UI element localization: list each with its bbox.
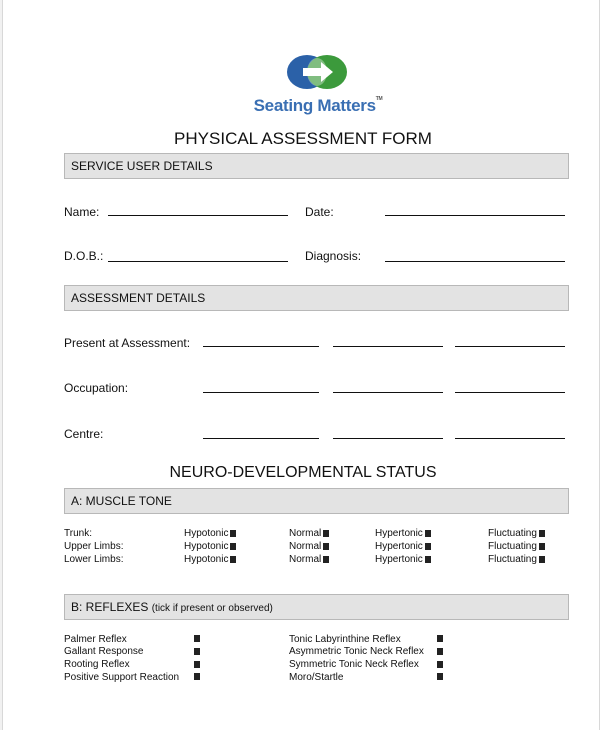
centre-field-2[interactable] bbox=[333, 438, 443, 439]
checkbox-icon[interactable] bbox=[323, 556, 329, 563]
dob-field[interactable] bbox=[108, 261, 288, 262]
diagnosis-field[interactable] bbox=[385, 261, 565, 262]
diagnosis-label: Diagnosis: bbox=[305, 249, 362, 263]
reflex-item: Symmetric Tonic Neck Reflex bbox=[289, 659, 419, 670]
section-service-user: SERVICE USER DETAILS bbox=[64, 153, 569, 179]
checkbox-icon[interactable] bbox=[437, 635, 443, 642]
checkbox-icon[interactable] bbox=[437, 648, 443, 655]
checkbox-icon[interactable] bbox=[194, 661, 200, 668]
muscle-option[interactable]: Normal bbox=[289, 528, 329, 539]
checkbox-icon[interactable] bbox=[230, 556, 236, 563]
muscle-option[interactable]: Hypotonic bbox=[184, 554, 236, 565]
muscle-option[interactable]: Hypertonic bbox=[375, 541, 431, 552]
reflex-item: Rooting Reflex bbox=[64, 659, 130, 670]
section-assessment: ASSESSMENT DETAILS bbox=[64, 285, 569, 311]
section-reflexes: B: REFLEXES (tick if present or observed) bbox=[64, 594, 569, 620]
occupation-label: Occupation: bbox=[64, 381, 129, 395]
occupation-field-3[interactable] bbox=[455, 392, 565, 393]
checkbox-icon[interactable] bbox=[425, 530, 431, 537]
logo-arrow-icon bbox=[285, 52, 349, 92]
date-field[interactable] bbox=[385, 215, 565, 216]
muscle-option[interactable]: Hypertonic bbox=[375, 554, 431, 565]
seating-matters-logo bbox=[251, 50, 385, 122]
muscle-option[interactable]: Hypertonic bbox=[375, 528, 431, 539]
centre-field-1[interactable] bbox=[203, 438, 319, 439]
checkbox-icon[interactable] bbox=[323, 530, 329, 537]
checkbox-icon[interactable] bbox=[194, 635, 200, 642]
muscle-option[interactable]: Fluctuating bbox=[488, 554, 545, 565]
muscle-option[interactable]: Hypotonic bbox=[184, 541, 236, 552]
muscle-row-label: Upper Limbs: bbox=[64, 541, 124, 552]
muscle-option[interactable]: Fluctuating bbox=[488, 541, 545, 552]
centre-label: Centre: bbox=[64, 427, 104, 441]
occupation-field-1[interactable] bbox=[203, 392, 319, 393]
checkbox-icon[interactable] bbox=[194, 648, 200, 655]
checkbox-icon[interactable] bbox=[230, 530, 236, 537]
checkbox-icon[interactable] bbox=[230, 543, 236, 550]
checkbox-icon[interactable] bbox=[539, 556, 545, 563]
checkbox-icon[interactable] bbox=[539, 543, 545, 550]
reflex-item: Tonic Labyrinthine Reflex bbox=[289, 634, 401, 645]
muscle-row-label: Lower Limbs: bbox=[64, 554, 124, 565]
reflex-item: Gallant Response bbox=[64, 646, 144, 657]
checkbox-icon[interactable] bbox=[425, 543, 431, 550]
name-label: Name: bbox=[64, 205, 100, 219]
reflex-item: Palmer Reflex bbox=[64, 634, 127, 645]
checkbox-icon[interactable] bbox=[194, 673, 200, 680]
muscle-row-label: Trunk: bbox=[64, 528, 92, 539]
muscle-option[interactable]: Normal bbox=[289, 554, 329, 565]
dob-label: D.O.B.: bbox=[64, 249, 104, 263]
reflex-item: Moro/Startle bbox=[289, 672, 344, 683]
checkbox-icon[interactable] bbox=[323, 543, 329, 550]
present-field-2[interactable] bbox=[333, 346, 443, 347]
neuro-title: NEURO-DEVELOPMENTAL STATUS bbox=[169, 464, 437, 481]
muscle-option[interactable]: Normal bbox=[289, 541, 329, 552]
checkbox-icon[interactable] bbox=[539, 530, 545, 537]
checkbox-icon[interactable] bbox=[425, 556, 431, 563]
reflex-item: Positive Support Reaction bbox=[64, 672, 180, 683]
occupation-field-2[interactable] bbox=[333, 392, 443, 393]
page-title: PHYSICAL ASSESSMENT FORM bbox=[174, 129, 432, 148]
reflex-item: Asymmetric Tonic Neck Reflex bbox=[289, 646, 424, 657]
centre-field-3[interactable] bbox=[455, 438, 565, 439]
present-label: Present at Assessment: bbox=[64, 336, 191, 350]
present-field-1[interactable] bbox=[203, 346, 319, 347]
brand-name: Seating Matters™ bbox=[253, 96, 383, 115]
muscle-option[interactable]: Hypotonic bbox=[184, 528, 236, 539]
section-muscle-tone: A: MUSCLE TONE bbox=[64, 488, 569, 514]
checkbox-icon[interactable] bbox=[437, 661, 443, 668]
date-label: Date: bbox=[305, 205, 334, 219]
name-field[interactable] bbox=[108, 215, 288, 216]
present-field-3[interactable] bbox=[455, 346, 565, 347]
checkbox-icon[interactable] bbox=[437, 673, 443, 680]
muscle-option[interactable]: Fluctuating bbox=[488, 528, 545, 539]
form-page bbox=[2, 0, 600, 730]
